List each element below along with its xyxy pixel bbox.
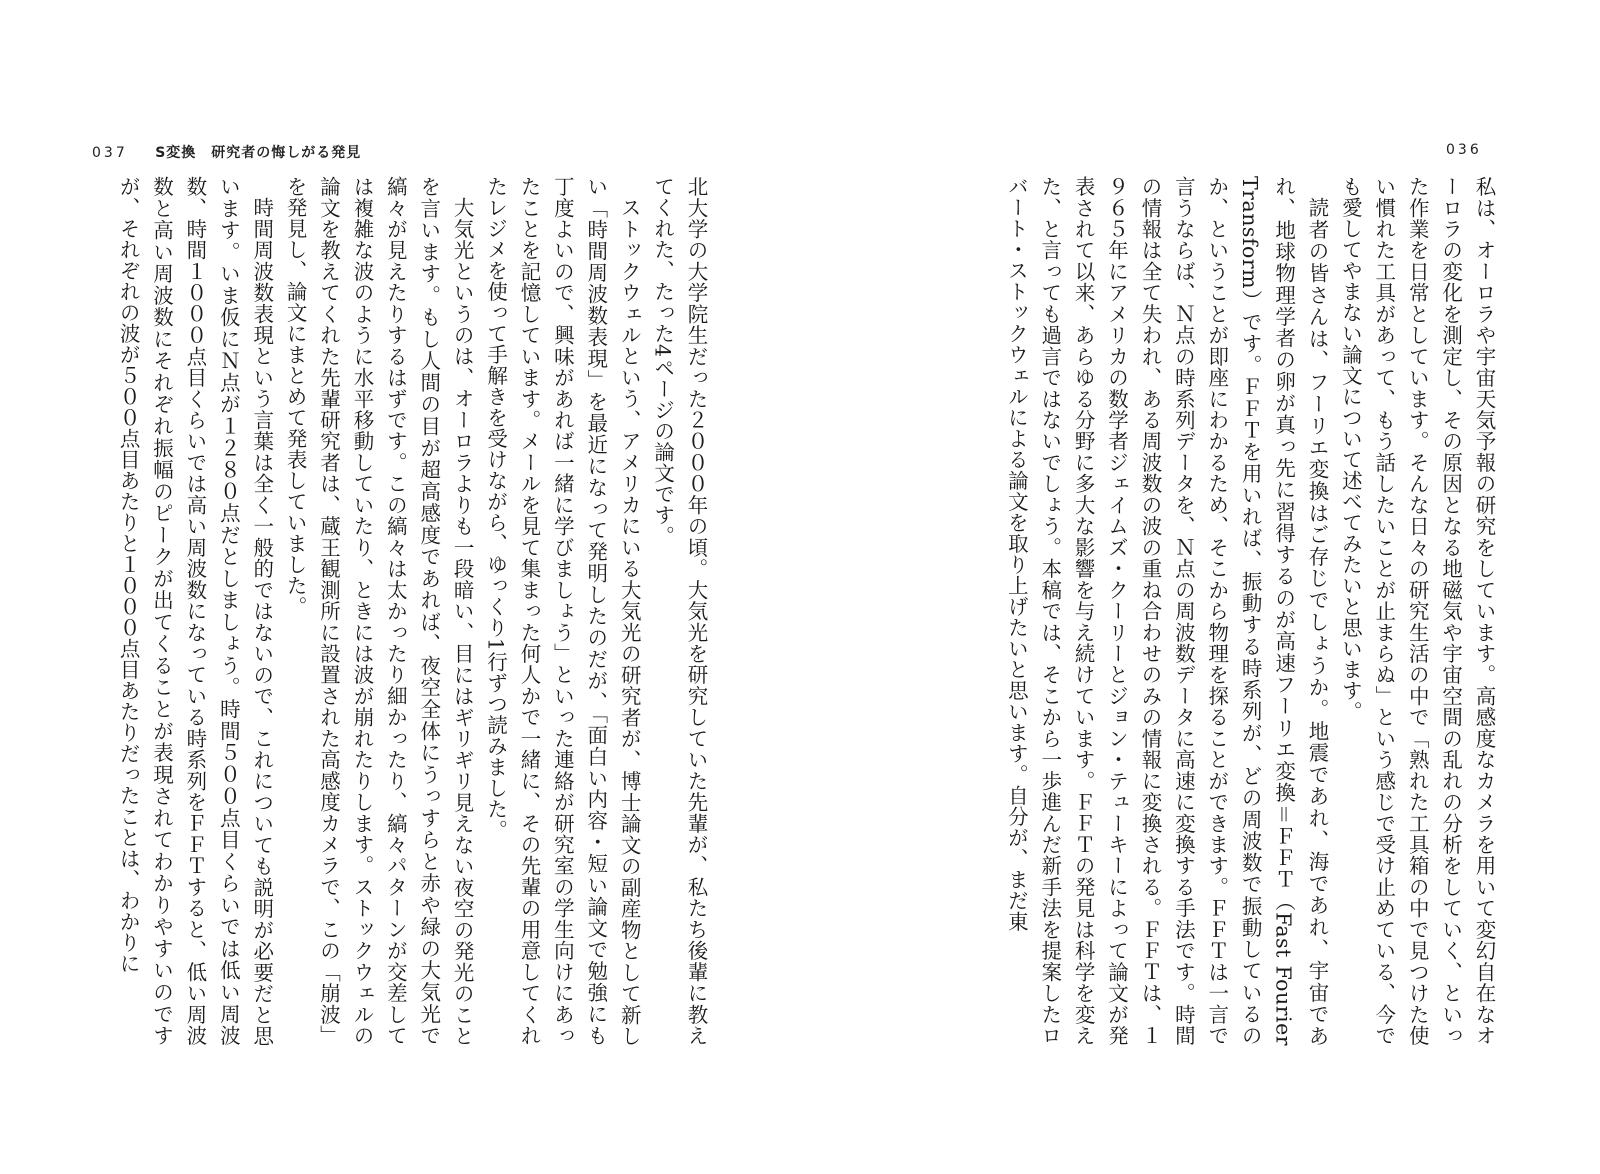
right-page-body bbox=[870, 176, 1500, 1046]
paragraph: 大気光というのは、オーロラよりも一段暗い、目にはギリギリ見えない夜空の発光のことを言います。もし人間の目が超高感度であれば、夜空全体にうっすらと赤や緑の大気光で縞々が見えたりするはずです。この縞々は太かったり細かったり、縞々パターンが交差しては複雑な波のように水平移動していたり、ときには波が崩れたりします。ストックウェルの論文を教えてくれた先輩研究者は、蔵王観測所に設置された高感度カメラで、この「崩波」を発見し、論文にまとめて発表していました。 bbox=[283, 176, 475, 1046]
left-page-number: 037 bbox=[92, 145, 128, 161]
paragraph: 読者の皆さんは、フーリエ変換はご存じでしょうか。地震であれ、海であれ、宇宙であれ、地球物理学者の卵が真っ先に習得するのが高速フーリエ変換＝ＦＦＴ（Fast Fourier Transform）です。ＦＦＴを用いれば、振動する時系列が、どの周波数で振動しているのか、ということが即座にわかるため、そこから物理を探ることができます。ＦＦＴは一言で言うならば、Ｎ点の時系列データを、Ｎ点の周波数データに高速に変換する手法です。時間の情報は全て失われ、ある周波数の波の重ね合わせのみの情報に変換される。ＦＦＴは、１９６５年にアメリカの数学者ジェイムズ・クーリーとジョン・テューキーによって論文が発表されて以来、あらゆる分野に多大な影響を与え続けています。ＦＦＴの発見は科学を変えた、と言っても過言ではないでしょう。本稿では、そこから一歩進んだ新手法を提案したロバート・ストックウェルによる論文を取り上げたいと思います。自分が、まだ東 bbox=[1004, 176, 1329, 1046]
right-page-number: 036 bbox=[1446, 142, 1482, 158]
left-page-header bbox=[92, 142, 361, 162]
left-page-body bbox=[92, 176, 712, 1046]
right-page-header bbox=[1446, 142, 1482, 158]
running-title: S変換 研究者の悔しがる発見 bbox=[155, 145, 362, 161]
paragraph: ストックウェルという、アメリカにいる大気光の研究者が、博士論文の副産物として新しい「時間周波数表現」を最近になって発明したのだが、「面白い内容・短い論文で勉強にも丁度よいので、興味があれば一緒に学びましょう」といった連絡が研究室の学生向けにあったことを記憶しています。メールを見て集まった何人かで一緒に、その先輩の用意してくれたレジメを使って手解きを受けながら、ゆっくり1行ずつ読みました。 bbox=[483, 176, 642, 1047]
paragraph: 私は、オーロラや宇宙天気予報の研究をしています。高感度なカメラを用いて変幻自在なオーロラの変化を測定し、その原因となる地磁気や宇宙空間の乱れの分析をしていく、といった作業を日常としています。そんな日々の研究生活の中で「熟れた工具箱の中で見つけた使い慣れた工具があって、もう話したいことが止まらぬ」という感じで受け止めている、今でも愛してやまない論文について述べてみたいと思います。 bbox=[1338, 176, 1496, 1046]
paragraph: 時間周波数表現という言葉は全く一般的ではないので、これについても説明が必要だと思います。いま仮にＮ点が１２８０点だとしましょう。時間５００点目くらいでは低い周波数、時間１０００点目くらいでは高い周波数になっている時系列をＦＦＴすると、低い周波数と高い周波数にそれぞれ振幅のピークが出てくることが表現されてわかりやすいのですが、それぞれの波が５００点目あたりと１０００点目あたりだったことは、わかりに bbox=[116, 176, 274, 1046]
paragraph: 北大学の大学院生だった２０００年の頃。大気光を研究していた先輩が、私たち後輩に教えてくれた、たった4ページの論文です。 bbox=[650, 176, 708, 1046]
